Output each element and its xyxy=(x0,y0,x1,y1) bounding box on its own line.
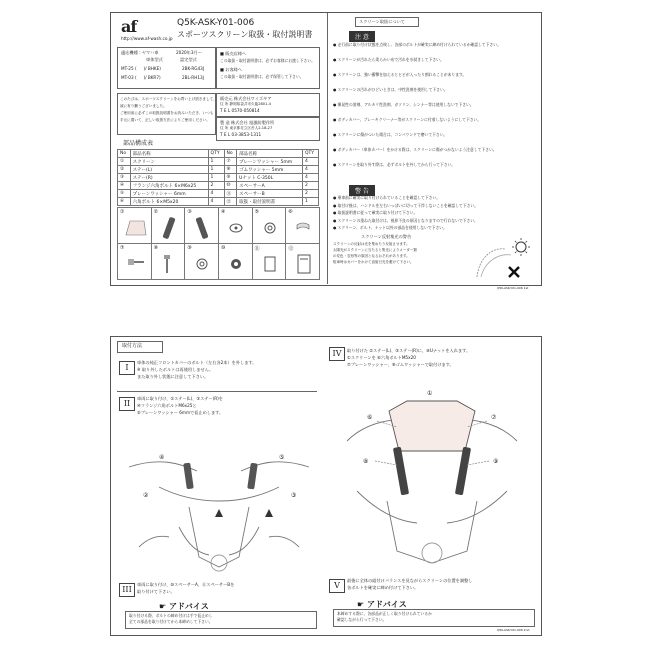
part-number-label: ⑩ xyxy=(221,245,226,251)
parts-table-cell: ⑫ xyxy=(224,198,237,206)
parts-table-cell: ⑨ xyxy=(224,174,237,182)
windscreen-shape xyxy=(389,401,475,451)
advice-line xyxy=(129,614,213,618)
maker-box xyxy=(216,117,320,141)
advice-line xyxy=(337,618,386,622)
notice-item-text: 揮発性の溶剤、アルカリ性洗剤、ガソリン、シンナー等は使用しないで下さい。 xyxy=(337,102,474,107)
part-illustration-cell xyxy=(218,243,253,280)
parts-table-cell: 4 xyxy=(303,158,319,166)
parts-table-cell: 取扱・取付説明書 xyxy=(237,198,303,206)
install-diagram-screen-mount xyxy=(327,381,537,571)
parts-table xyxy=(117,149,319,206)
step-3-number: III xyxy=(119,583,135,597)
seller-line: 販売元 株式会社ワイズギア xyxy=(220,96,272,101)
parts-table-row xyxy=(118,174,319,182)
step-line-text: 最後に全体の組付けバランスを見ながらスクリーンの位置を調整し xyxy=(347,578,473,583)
advice-line-text: 確認しながら行って下さい。 xyxy=(337,617,387,622)
parts-table-cell: QTY xyxy=(303,150,319,158)
parts-table-cell: フランジ六角ボルト 6×M6x25 xyxy=(130,182,208,190)
part-icon xyxy=(221,249,251,279)
handover-caution-box xyxy=(216,47,320,89)
advice-line xyxy=(129,620,213,624)
notice-item-text: ボディカバー、ブレーキクリーナー等がスクリーンに付着しないようにして下さい。 xyxy=(337,117,482,122)
parts-table-cell: ステー(R) xyxy=(130,174,208,182)
step-line xyxy=(347,579,472,583)
bullet-icon: ● xyxy=(333,202,338,208)
part-illustration-cell xyxy=(252,243,287,280)
step-line xyxy=(347,363,454,367)
notice-item xyxy=(333,118,481,122)
part-illustration-cell xyxy=(285,207,320,244)
model-note: 車体型式 xyxy=(146,57,163,62)
step-line-text: 車両に取り付け、⑩スペーサーA、⑪スペーサーBを xyxy=(137,582,235,587)
part-number-label: ① xyxy=(120,209,125,215)
section-title-box xyxy=(117,341,163,353)
bottom-instruction-sheet xyxy=(110,336,542,636)
part-illustration-cell xyxy=(117,243,152,280)
parts-table-row xyxy=(118,158,319,166)
step-line xyxy=(137,375,208,379)
step-line-text: 取り付けて下さい。 xyxy=(137,589,175,594)
step-line-text: 取り付けた ②ステー(L)、③ステー(R)に、⑨Uナットを入れます。 xyxy=(347,348,471,353)
seller-line: 住 所 静岡県袋井市久能2801-4 xyxy=(220,102,271,106)
parts-table-cell: 1 xyxy=(303,198,319,206)
step-line xyxy=(137,368,213,372)
warning-item xyxy=(333,226,447,230)
part-icon xyxy=(187,213,217,243)
reflection-line xyxy=(333,243,410,247)
bullet-icon: ● xyxy=(333,87,338,92)
part-number-label: ⑥ xyxy=(288,209,293,215)
notice-item xyxy=(333,43,501,47)
step-line-text: 車両に取り付け、①ステー(L)、③ステー(R)を xyxy=(137,396,223,401)
step-line-text: ①スクリーンを ⑥六角ボルトM5x20 xyxy=(347,355,416,360)
part-icon xyxy=(255,213,285,243)
part-icon xyxy=(288,249,318,279)
part-number-label: ⑦ xyxy=(120,245,125,251)
parts-table-row xyxy=(118,198,319,206)
notice-item xyxy=(333,73,466,77)
step-line xyxy=(137,404,197,408)
intro-line: このたびは、スポーツスクリーンをお買い上げ頂きまして、 xyxy=(120,97,217,101)
diagram-callout: ① xyxy=(427,390,433,397)
bullet-icon: ● xyxy=(333,147,338,152)
applicable-model-box xyxy=(117,47,216,89)
step-line-text: ※ 取り外したボルトは再使用しません。 xyxy=(137,367,214,372)
bullet-icon: ● xyxy=(333,117,338,122)
caution-line: この取扱・取付説明書は、必ず保管して下さい。 xyxy=(220,74,304,79)
parts-table-cell: 4 xyxy=(208,198,224,206)
parts-table-cell: ステー(L) xyxy=(130,166,208,174)
parts-table-header xyxy=(118,150,319,158)
parts-table-row xyxy=(118,182,319,190)
parts-table-cell: 1 xyxy=(208,166,224,174)
notice-item xyxy=(333,103,474,107)
brand-logo: af xyxy=(121,17,137,36)
maker-line: 製 造 株式会社 旭風防製作所 xyxy=(220,120,275,125)
brand-url: http://www.af-wash.co.jp xyxy=(121,36,173,41)
advice-box-left xyxy=(125,611,317,629)
caution-line: ■ お客様へ xyxy=(220,67,243,72)
part-icon xyxy=(288,213,318,243)
diagram-callout: ③ xyxy=(291,492,297,499)
parts-table-cell: QTY xyxy=(208,150,224,158)
part-icon xyxy=(187,249,217,279)
step-5-number: V xyxy=(329,579,345,593)
step-line-text: ⑦プレーンワッシャー、⑧ゴムワッシャーで取付けます。 xyxy=(347,362,454,367)
part-illustration-cell xyxy=(184,243,219,280)
reflection-line-text: スクリーンの反射は光を集めたり反射させます。 xyxy=(333,242,410,246)
parts-table-cell: 4 xyxy=(303,166,319,174)
handling-title-box xyxy=(355,17,419,27)
parts-table-row xyxy=(118,190,319,198)
handling-title: スクリーン取扱について xyxy=(359,19,405,24)
parts-table-cell: ⑧ xyxy=(224,166,237,174)
notice-item xyxy=(333,58,444,62)
parts-illustration-grid xyxy=(117,207,319,279)
parts-table-cell: 2 xyxy=(303,190,319,198)
warning-item xyxy=(333,196,440,200)
parts-table-cell: スクリーン xyxy=(130,158,208,166)
parts-table-cell: ④ xyxy=(118,182,131,190)
part-number-label: ④ xyxy=(221,209,226,215)
parts-table-cell: ⑩ xyxy=(224,182,237,190)
caution-line: ■ 販売店様へ xyxy=(220,51,247,56)
advice-line xyxy=(337,612,432,616)
model-code: 2BK-RG43J xyxy=(182,66,205,71)
step-line xyxy=(137,361,256,365)
reflection-line-text: 駐車時はカバーをかけて直射日光を避けて下さい。 xyxy=(333,260,414,264)
advice-box-right xyxy=(333,609,535,627)
step-1-number: I xyxy=(119,361,135,375)
part-number-label: ③ xyxy=(187,209,192,215)
reflection-line xyxy=(333,255,410,259)
step-line-text: また取り外し状態に注意して下さい。 xyxy=(137,374,209,379)
notice-item-text: スクリーンは、強い衝撃を加えるとヒビが入ったり割れることがあります。 xyxy=(337,72,467,77)
seller-box xyxy=(216,93,320,117)
model-code: 2BL-RH13J xyxy=(182,75,204,80)
part-illustration-cell xyxy=(151,207,186,244)
diagram-callout: ⑦ xyxy=(491,414,497,421)
parts-table-cell: 六角ボルト 6×M5x20 xyxy=(130,198,208,206)
notice-item-text: スクリーンの汚れがひどいときは、中性洗剤を使用して下さい。 xyxy=(337,87,448,92)
notice-item xyxy=(333,163,455,167)
notice-item-text: ボディカバー（車体カバー）をかける際は、スクリーンに傷がつかないよう注意して下さい。 xyxy=(337,147,497,152)
part-icon xyxy=(120,249,150,279)
install-diagram-front-left xyxy=(119,427,319,577)
intro-line: ご使用前に必ずこの取扱説明書をお読みいただき、いつも xyxy=(120,111,214,115)
parts-table-cell: ⑤ xyxy=(118,190,131,198)
bullet-icon: ● xyxy=(333,195,338,200)
step-line xyxy=(137,397,223,401)
doc-code: Q5K-ASK-Y01-006 xyxy=(177,18,255,28)
notice-item-text: 走行前に取り付け状態を点検し、各部のボルトが確実に締め付けられているか確認して下さい。 xyxy=(337,42,501,47)
intro-box xyxy=(117,93,216,135)
parts-table-cell: ⑪ xyxy=(224,190,237,198)
part-illustration-cell xyxy=(218,207,253,244)
parts-table-cell: ⑦ xyxy=(224,158,237,166)
bullet-icon: ● xyxy=(333,132,338,137)
part-icon xyxy=(154,249,184,279)
bullet-icon: ● xyxy=(333,57,338,62)
notice-item xyxy=(333,148,497,152)
parts-table-cell: 4 xyxy=(303,174,319,182)
parts-table-cell: 1 xyxy=(208,174,224,182)
bullet-icon: ● xyxy=(333,162,338,167)
step-2-number: II xyxy=(119,397,135,411)
step-divider xyxy=(117,391,317,392)
parts-table-cell: プレーンワッシャー 6mm xyxy=(130,190,208,198)
parts-table-cell: ① xyxy=(118,158,131,166)
part-icon xyxy=(154,213,184,243)
reflection-line xyxy=(333,249,417,253)
part-icon xyxy=(221,213,251,243)
intro-line: 誠に有り難うございました。 xyxy=(120,104,167,108)
parts-table-cell: ③ xyxy=(118,174,131,182)
part-illustration-cell xyxy=(285,243,320,280)
diagram-callout: ⑥ xyxy=(367,414,373,421)
warning-item xyxy=(333,219,478,223)
advice-label-right: ☛ アドバイス xyxy=(357,600,407,609)
model-row: MT-03 ( )/ BKR7) xyxy=(121,75,161,80)
notice-item xyxy=(333,88,448,92)
bullet-icon: ● xyxy=(333,42,338,47)
parts-table-cell: スペーサーA xyxy=(237,182,303,190)
advice-line-text: 取り付ける際、ボルトの締め付けは手で仮止めし xyxy=(129,613,213,618)
advice-line-text: 全ての部品を取り付けてから本締めして下さい。 xyxy=(129,619,213,624)
top-instruction-sheet xyxy=(110,12,542,290)
notice-label: 注 意 xyxy=(349,31,375,42)
diagram-callout: ② xyxy=(143,492,149,499)
advice-line-text: 本締めする際に、各部品が正しく取り付けられているか xyxy=(337,611,432,616)
caution-line: この取扱・取付説明書は、必ずお客様にお渡し下さい。 xyxy=(220,58,315,63)
parts-table-cell: 2 xyxy=(208,182,224,190)
diagram-callout: ⑤ xyxy=(279,454,285,461)
warning-label: 警 告 xyxy=(349,185,375,196)
part-illustration-cell xyxy=(252,207,287,244)
warning-item-text: 乗車前に確実に取り付けられていることを確認して下さい。 xyxy=(337,195,441,200)
notice-item-text: スクリーンを取り外す際は、必ずボルトを外してから行って下さい。 xyxy=(337,162,456,167)
parts-table-cell: 部品名称 xyxy=(130,150,208,158)
part-number-label: ⑪ xyxy=(254,246,260,252)
parts-table-cell: 2 xyxy=(303,182,319,190)
bullet-icon: ● xyxy=(333,102,338,107)
part-number-label: ⑨ xyxy=(187,245,192,251)
parts-table-cell: 4 xyxy=(208,190,224,198)
part-icon xyxy=(255,249,285,279)
model-heading: 適応機種 : ヤマハ車 xyxy=(121,50,159,55)
warning-item-text: 取付け後は、ハンドルを左右いっぱいに切って干渉しないことを確認して下さい。 xyxy=(337,202,479,208)
warning-item xyxy=(333,204,478,208)
section-title: 取付方法 xyxy=(122,343,143,349)
step-line xyxy=(137,583,234,587)
reflection-line xyxy=(333,261,414,265)
parts-table-cell: 部品名称 xyxy=(237,150,303,158)
warning-item xyxy=(333,211,417,215)
step-4-number: IV xyxy=(329,347,345,361)
seller-line: T E L 0570-050814 xyxy=(220,108,260,113)
parts-table-cell: ⑥ xyxy=(118,198,131,206)
parts-table-cell: プレーンワッシャー 5mm xyxy=(237,158,303,166)
model-note: 認定型式 xyxy=(180,57,197,62)
model-note: 2020年3月～ xyxy=(176,50,202,55)
bullet-icon: ● xyxy=(333,217,338,223)
part-icon xyxy=(120,213,150,243)
parts-table-cell: ② xyxy=(118,166,131,174)
diagram-callout: ④ xyxy=(159,454,165,461)
advice-label-left: ☛ アドバイス xyxy=(159,602,209,611)
parts-table-cell: No xyxy=(118,150,131,158)
screen-sunlight-illustration xyxy=(471,237,537,283)
step-line xyxy=(347,349,470,353)
diagram-callout: ⑧ xyxy=(363,458,369,465)
maker-line: 住 所 東京都足立区舎人2-18-27 xyxy=(220,126,273,130)
step-line xyxy=(137,590,175,594)
parts-table-cell: Uナット C-350L xyxy=(237,174,303,182)
model-row: MT-25 ( )/ BHKE) xyxy=(121,66,161,71)
bullet-icon: ● xyxy=(333,210,338,215)
part-number-label: ⑫ xyxy=(288,246,294,252)
step-line-text: 車体の純正フロントカバーのボルト（左右各2本）を外します。 xyxy=(137,360,257,365)
part-number-label: ⑤ xyxy=(254,209,260,215)
notice-item-text: スクリーンが汚れたら柔らかい布で汚れを水拭きして下さい。 xyxy=(337,57,444,62)
warning-item-text: スクリーン、ボルト、ナット以外の部品を使用しないで下さい。 xyxy=(337,225,447,230)
part-illustration-cell xyxy=(117,207,152,244)
parts-table-cell: 1 xyxy=(208,158,224,166)
step-line xyxy=(347,356,416,360)
parts-table-cell: No xyxy=(224,150,237,158)
bullet-icon: ● xyxy=(333,72,338,77)
diagram-callout: ⑨ xyxy=(493,458,499,465)
step-line xyxy=(137,411,223,415)
parts-list-title: 部品構成表 xyxy=(123,140,154,147)
parts-table-row xyxy=(118,166,319,174)
part-illustration-cell xyxy=(184,207,219,244)
warning-item-text: スクリーンの重ねた取付けは、視界不良の原因となりますので行わないで下さい。 xyxy=(337,217,478,223)
reflection-title: スクリーン反射集光の警告 xyxy=(361,234,412,239)
top-footer-code: Q5K-ASK-Y01-006 1st xyxy=(497,286,529,290)
part-number-label: ⑧ xyxy=(153,245,159,251)
part-number-label: ② xyxy=(153,209,159,215)
bottom-footer-code: Q5K-ASK-Y01-006 2nd xyxy=(497,628,530,632)
warning-item-text: 取扱説明書に従って確実に取り付けて下さい。 xyxy=(337,210,418,215)
intro-line: 手元に置いて、正しい取扱方法によりご使用ください。 xyxy=(120,118,210,122)
notice-item-text: スクリーンに傷がついた場合は、コンパウンドで磨いて下さい。 xyxy=(337,132,448,137)
step-line xyxy=(347,586,418,590)
part-illustration-cell xyxy=(151,243,186,280)
reflection-line-text: の変色・変形等の原因となるおそれがあります。 xyxy=(333,254,410,258)
reflection-line-text: 太陽光がスクリーンに当たると集光によりメーター類 xyxy=(333,248,417,252)
doc-title: スポーツスクリーン取扱・取付説明書 xyxy=(177,30,313,39)
step-line-text: ⑤プレーンワッシャー 6mmで仮止めします。 xyxy=(137,410,224,415)
step-line-text: 各ボルトを確実に締め付けて下さい。 xyxy=(347,585,419,590)
parts-table-cell: ゴムワッシャー 5mm xyxy=(237,166,303,174)
notice-item xyxy=(333,133,447,137)
step-line-text: ④フランジ六角ボルトM6x25と xyxy=(137,403,197,408)
maker-line: T E L 03-3853-1311 xyxy=(220,132,262,137)
parts-table-cell: スペーサーB xyxy=(237,190,303,198)
bullet-icon: ● xyxy=(333,225,338,230)
